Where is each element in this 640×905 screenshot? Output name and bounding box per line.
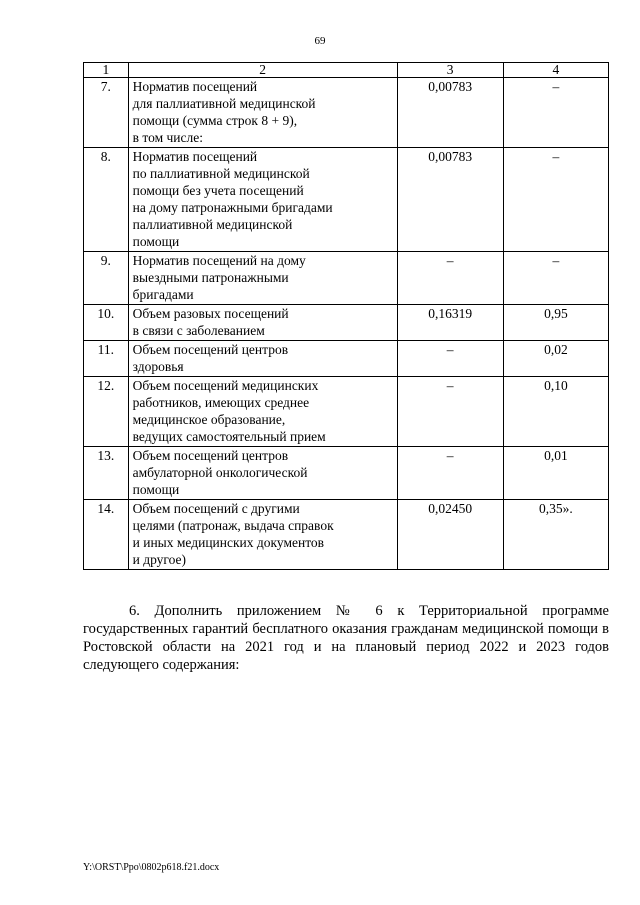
row-number: 9. [84,252,129,305]
row-number: 13. [84,447,129,500]
header-cell-3: 3 [397,63,503,78]
header-cell-2: 2 [128,63,397,78]
row-value-4: 0,01 [503,447,608,500]
norms-table [83,62,609,570]
table-header-row [84,63,609,78]
row-value-4: – [503,252,608,305]
row-name: Норматив посещений для паллиативной медицинской помощи (сумма строк 8 + 9), в том числе: [128,78,397,148]
row-name: Норматив посещений на дому выездными патронажными бригадами [128,252,397,305]
row-value-3: – [397,341,503,377]
row-number: 7. [84,78,129,148]
row-value-3: 0,00783 [397,78,503,148]
footer-file-path: Y:\ORST\Ppo\0802p618.f21.docx [83,862,220,873]
table-row [84,500,609,570]
row-number: 12. [84,377,129,447]
header-cell-4: 4 [503,63,608,78]
table-row [84,377,609,447]
row-number: 8. [84,148,129,252]
row-value-3: 0,00783 [397,148,503,252]
row-value-3: – [397,447,503,500]
row-value-3: – [397,252,503,305]
table-row [84,305,609,341]
table-row [84,447,609,500]
table-row [84,341,609,377]
row-number: 11. [84,341,129,377]
row-name: Норматив посещений по паллиативной медицинской помощи без учета посещений на дому патронажными бригадами паллиативной медицинской помощи [128,148,397,252]
row-name: Объем посещений с другими целями (патронаж, выдача справок и иных медицинских документов и другое) [128,500,397,570]
row-value-3: – [397,377,503,447]
row-value-4: 0,02 [503,341,608,377]
table-row [84,78,609,148]
row-name: Объем посещений центров здоровья [128,341,397,377]
row-value-4: 0,10 [503,377,608,447]
row-number: 14. [84,500,129,570]
body-paragraph: 6. Дополнить приложением № 6 к Территориальной программе государственных гарантий бесплатного оказания гражданам медицинской помощи в Ростовской области на 2021 год и на плановый период 2022 и 2023 годов следующего содержания: [83,602,609,673]
row-value-4: 0,35». [503,500,608,570]
row-name: Объем разовых посещений в связи с заболеванием [128,305,397,341]
row-value-4: – [503,78,608,148]
row-name: Объем посещений медицинских работников, имеющих среднее медицинское образование, ведущих самостоятельный прием [128,377,397,447]
table-row [84,148,609,252]
row-name: Объем посещений центров амбулаторной онкологической помощи [128,447,397,500]
row-value-3: 0,02450 [397,500,503,570]
row-value-4: 0,95 [503,305,608,341]
page-number: 69 [314,35,326,47]
table-row [84,252,609,305]
row-number: 10. [84,305,129,341]
row-value-4: – [503,148,608,252]
header-cell-1: 1 [84,63,129,78]
row-value-3: 0,16319 [397,305,503,341]
